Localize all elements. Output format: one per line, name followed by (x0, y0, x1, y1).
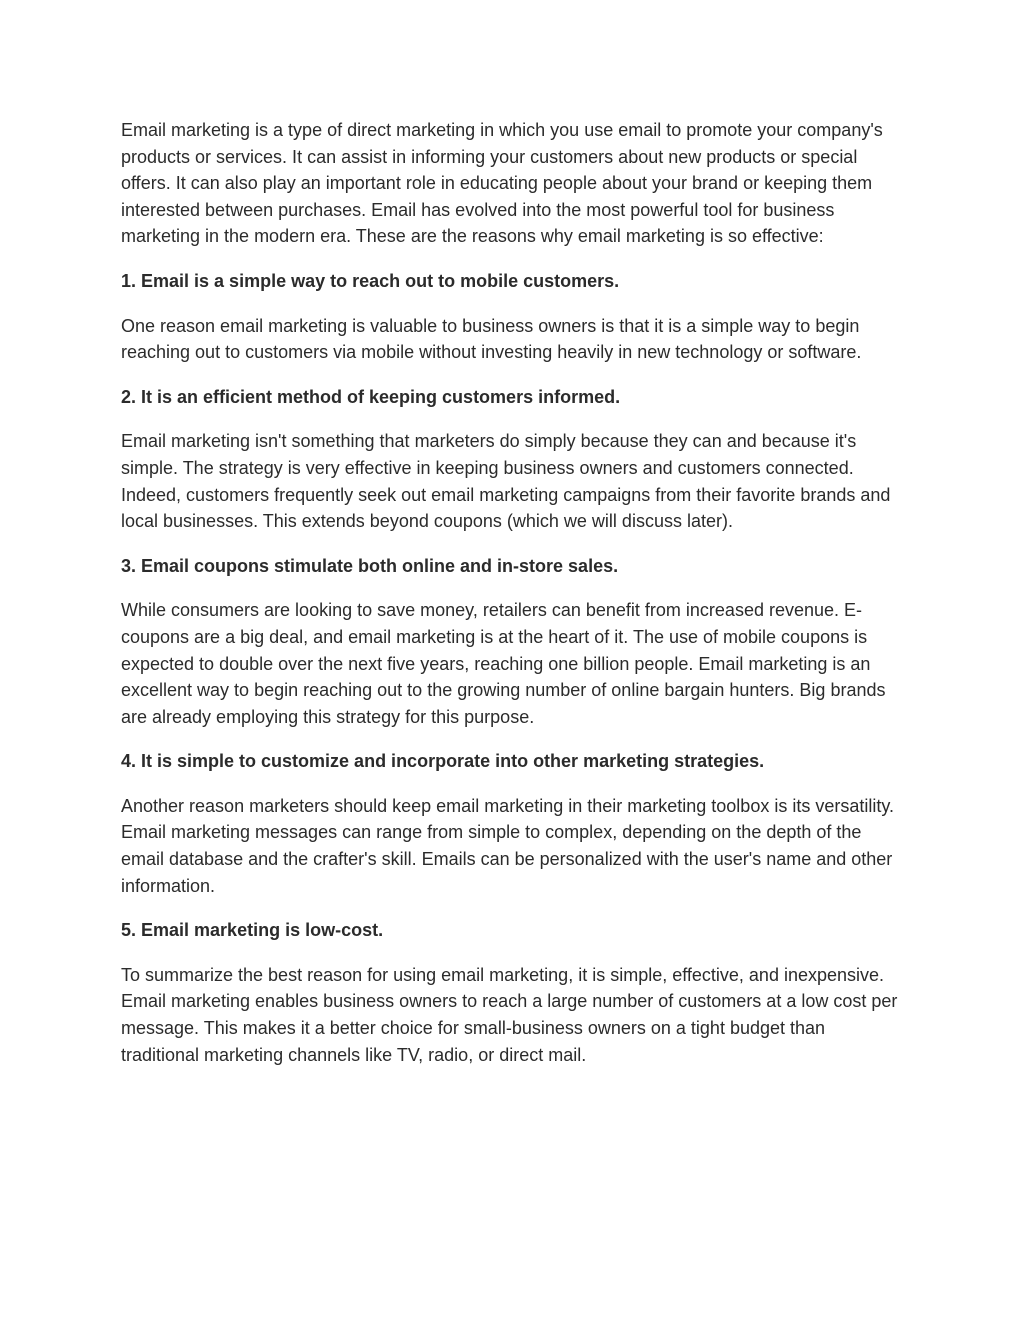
section-1-body: One reason email marketing is valuable to business owners is that it is a simple way to begin reaching out to customers via mobile without investing heavily in new technology or software. (121, 315, 862, 363)
section-2-body: Email marketing isn't something that marketers do simply because they can and because it's simple. The strategy is very effective in keeping business owners and customers connected. Indeed, customers frequently seek out email marketing campaigns from their favorite brands and local businesses. This extends beyond coupons (which we will discuss later). (121, 431, 891, 532)
section-5-heading: 5. Email marketing is low-cost. (121, 920, 384, 941)
document-page (121, 117, 906, 1086)
section-5-body: To summarize the best reason for using email marketing, it is simple, effective, and inexpensive. Email marketing enables business owners to reach a large number of customers at a low cost per message. This makes it a better choice for small-business owners on a tight budget than traditional marketing channels like TV, radio, or direct mail. (121, 964, 898, 1065)
section-2-heading: 2. It is an efficient method of keeping customers informed. (121, 386, 621, 407)
section-4-body: Another reason marketers should keep email marketing in their marketing toolbox is its versatility. Email marketing messages can range from simple to complex, depending on the depth of the email database and the crafter's skill. Emails can be personalized with the user's name and other information. (121, 795, 895, 896)
intro-paragraph: Email marketing is a type of direct marketing in which you use email to promote your company's products or services. It can assist in informing your customers about new products or special offers. It can also play an important role in educating people about your brand or keeping them interested between purchases. Email has evolved into the most powerful tool for business marketing in the modern era. These are the reasons why email marketing is so effective: (121, 120, 883, 247)
section-3-body: While consumers are looking to save money, retailers can benefit from increased revenue. E-coupons are a big deal, and email marketing is at the heart of it. The use of mobile coupons is expected to double over the next five years, reaching one billion people. Email marketing is an excellent way to begin reaching out to the growing number of online bargain hunters. Big brands are already employing this strategy for this purpose. (121, 600, 886, 727)
section-3-heading: 3. Email coupons stimulate both online and in-store sales. (121, 555, 619, 576)
section-4-heading: 4. It is simple to customize and incorporate into other marketing strategies. (121, 751, 765, 772)
section-1-heading: 1. Email is a simple way to reach out to mobile customers. (121, 270, 620, 291)
